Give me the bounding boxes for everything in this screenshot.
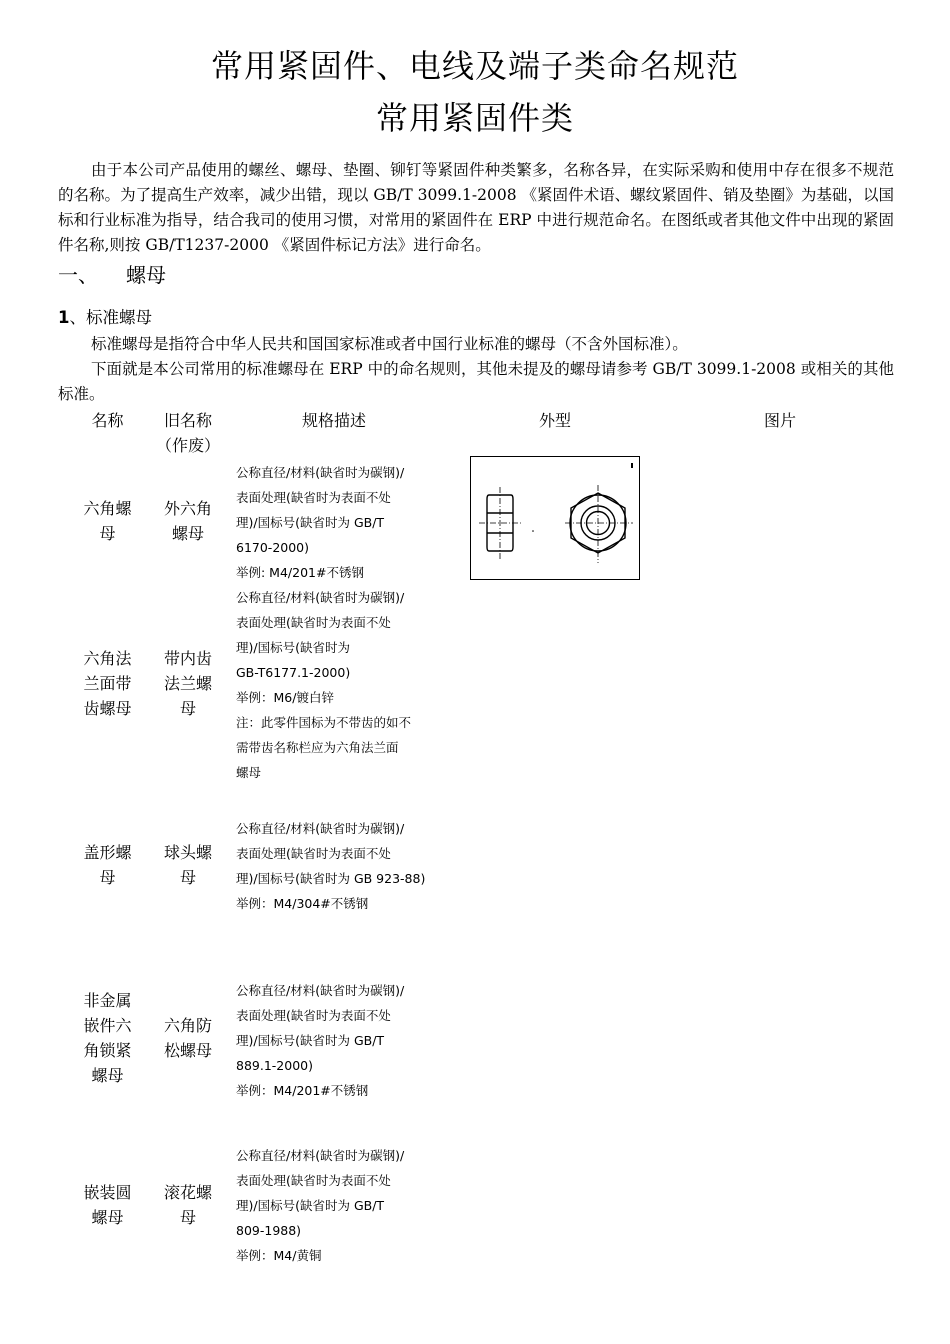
row4-old-name-line: 六角防 (163, 1016, 212, 1035)
subsection-title: 、标准螺母 (69, 308, 152, 327)
spec-line: 公称直径/材料(缺省时为碳钢)/ (236, 983, 405, 998)
row5-name (70, 1180, 145, 1230)
header-old-name-line2: （作废） (155, 436, 220, 455)
spec-line: GB-T6177.1-2000) (236, 665, 351, 680)
subsection-number: 1 (58, 308, 70, 327)
subsection-heading (58, 306, 152, 330)
row5-old-name-line: 滚花螺 (163, 1183, 212, 1202)
spec-line: 举例：M4/黄铜 (236, 1248, 322, 1263)
row3-name (70, 840, 145, 890)
hex-nut-icon (471, 457, 639, 579)
row3-old-name (150, 840, 226, 890)
section-number: 一、 (58, 263, 98, 287)
spec-line: 理)/国标号(缺省时为 GB/T (236, 1198, 385, 1213)
row2-name-line: 兰面带 (83, 674, 132, 693)
spec-line: 举例：M6/镀白锌 (236, 690, 334, 705)
hex-nut-drawing (470, 456, 640, 580)
row5-spec (236, 1143, 441, 1268)
spec-line: 螺母 (236, 765, 262, 780)
row3-name-line: 母 (99, 868, 116, 887)
header-old-name-line1: 旧名称 (163, 411, 212, 430)
section-title: 螺母 (126, 263, 166, 287)
section-heading (58, 260, 166, 290)
row2-old-name (150, 646, 226, 721)
spec-line: 公称直径/材料(缺省时为碳钢)/ (236, 590, 405, 605)
header-old-name (150, 408, 226, 458)
row4-name-line: 嵌件六 (83, 1016, 132, 1035)
row5-old-name-line: 母 (179, 1208, 196, 1227)
row2-spec (236, 585, 441, 785)
header-name: 名称 (91, 411, 124, 430)
spec-line: 889.1-2000) (236, 1058, 313, 1073)
header-picture: 图片 (763, 411, 796, 430)
note-paragraph: 下面就是本公司常用的标准螺母在 ERP 中的命名规则，其他未提及的螺母请参考 GB/T 3099.1-2008 或相关的其他标准。 (58, 360, 894, 403)
row4-old-name-line: 松螺母 (163, 1041, 212, 1060)
row1-name-line: 六角螺 (83, 499, 132, 518)
document-title: 常用紧固件、电线及端子类命名规范 (210, 47, 739, 85)
row3-name-line: 盖形螺 (83, 843, 132, 862)
row4-name (70, 988, 145, 1088)
spec-line: 809-1988) (236, 1223, 302, 1238)
row4-spec (236, 978, 441, 1103)
spec-line: 需带齿名称栏应为六角法兰面 (236, 740, 399, 755)
row2-name (70, 646, 145, 721)
row1-spec (236, 460, 441, 585)
document-subtitle: 常用紧固件类 (375, 99, 574, 137)
nut-front-view (565, 485, 633, 563)
row5-name-line: 螺母 (91, 1208, 124, 1227)
spec-line: 公称直径/材料(缺省时为碳钢)/ (236, 1148, 405, 1163)
row5-name-line: 嵌装圆 (83, 1183, 132, 1202)
row5-old-name (150, 1180, 226, 1230)
spec-line: 举例：M4/201#不锈钢 (236, 1083, 369, 1098)
spec-line: 理)/国标号(缺省时为 GB/T (236, 515, 385, 530)
header-shape: 外型 (538, 411, 571, 430)
header-spec: 规格描述 (301, 411, 366, 430)
spec-line: 理)/国标号(缺省时为 (236, 640, 350, 655)
spec-line: 6170-2000) (236, 540, 310, 555)
spec-line: 公称直径/材料(缺省时为碳钢)/ (236, 465, 405, 480)
spec-line: 表面处理(缺省时为表面不处 (236, 615, 391, 630)
row2-name-line: 六角法 (83, 649, 132, 668)
row1-old-name (150, 496, 226, 546)
row1-name-line: 母 (99, 524, 116, 543)
row4-name-line: 角锁紧 (83, 1041, 132, 1060)
nut-side-view (479, 487, 523, 559)
spec-line: 举例：M4/304#不锈钢 (236, 896, 369, 911)
spec-line: 理)/国标号(缺省时为 GB 923-88) (236, 871, 426, 886)
row3-old-name-line: 母 (179, 868, 196, 887)
row3-spec (236, 816, 441, 916)
row4-name-line: 非金属 (83, 991, 132, 1010)
spec-line: 表面处理(缺省时为表面不处 (236, 1008, 391, 1023)
row2-old-name-line: 法兰螺 (163, 674, 212, 693)
row3-old-name-line: 球头螺 (163, 843, 212, 862)
intro-paragraph: 由于本公司产品使用的螺丝、螺母、垫圈、铆钉等紧固件种类繁多，名称各异，在实际采购和使用中存在很多不规范的名称。为了提高生产效率，减少出错，现以 GB/T 3099.1-2008 《紧固件术语、螺纹紧固件、销及垫圈》为基础，以国标和行业标准为指导，结合我司的使用习惯，对常用的紧固件在 ERP 中进行规范命名。在图纸或者其他文件中出现的紧固件名称,则按 GB/T1237-2000 《紧固件标记方法》进行命名。 (58, 161, 894, 254)
row4-old-name (150, 1013, 226, 1063)
row2-old-name-line: 母 (179, 699, 196, 718)
spec-line: 注：此零件国标为不带齿的如不 (236, 715, 412, 730)
spec-line: 理)/国标号(缺省时为 GB/T (236, 1033, 385, 1048)
spec-line: 表面处理(缺省时为表面不处 (236, 846, 391, 861)
row1-old-name-line: 外六角 (163, 499, 212, 518)
spec-line: 举例: M4/201#不锈钢 (236, 565, 364, 580)
spec-line: 公称直径/材料(缺省时为碳钢)/ (236, 821, 405, 836)
definition-paragraph: 标准螺母是指符合中华人民共和国国家标准或者中国行业标准的螺母（不含外国标准）。 (91, 335, 688, 353)
row2-name-line: 齿螺母 (83, 699, 132, 718)
row2-old-name-line: 带内齿 (163, 649, 212, 668)
spec-line: 表面处理(缺省时为表面不处 (236, 1173, 391, 1188)
spec-line: 表面处理(缺省时为表面不处 (236, 490, 391, 505)
row1-name (70, 496, 145, 546)
row4-name-line: 螺母 (91, 1066, 124, 1085)
row1-old-name-line: 螺母 (171, 524, 204, 543)
